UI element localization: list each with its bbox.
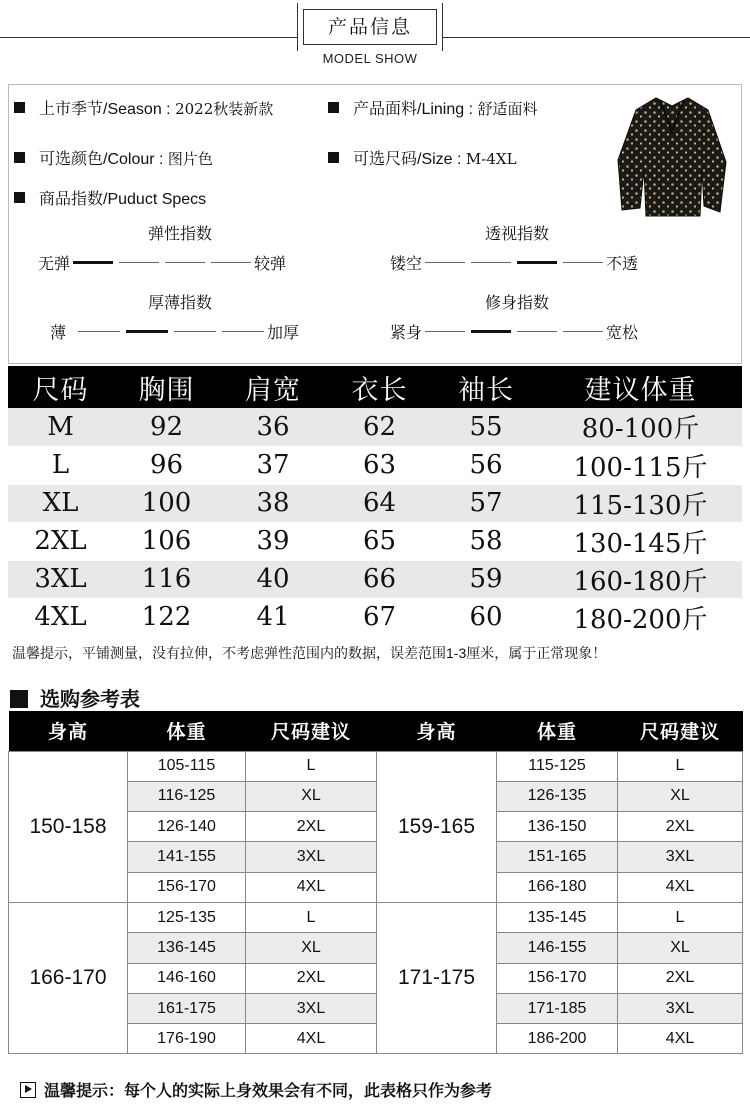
- spec-lining-value: 舒适面料: [477, 100, 538, 118]
- size-cell: 3XL: [246, 842, 377, 872]
- table-row: [8, 560, 742, 598]
- weight-cell: 126-135: [497, 781, 618, 811]
- weight-cell: 171-185: [497, 993, 618, 1023]
- spec-season: [14, 96, 273, 119]
- table-row: [8, 446, 742, 484]
- scale-segment: [425, 331, 465, 332]
- index-right-label: 较弹: [254, 256, 287, 273]
- size-table-header: [8, 366, 742, 408]
- index-title-fit: 修身指数: [484, 295, 549, 312]
- weight-cell: 176-190: [128, 1024, 246, 1054]
- size-cell: 2XL: [618, 812, 743, 842]
- index-scale-transparency: [390, 251, 638, 274]
- index-title-elasticity: 弹性指数: [147, 226, 212, 243]
- index-left-label: 无弹: [38, 256, 71, 273]
- measurement-note: 温馨提示，平铺测量，没有拉伸，不考虑弹性范围内的数据，误差范围1-3厘米，属于正常现象！: [12, 645, 607, 661]
- index-right-label: 不透: [606, 256, 639, 273]
- table-cell: 60: [433, 598, 539, 636]
- size-cell: 2XL: [618, 963, 743, 993]
- size-col-header: 袖长: [433, 366, 539, 408]
- scale-segment: [471, 262, 511, 263]
- size-col-header: 尺码: [8, 366, 113, 408]
- size-cell: XL: [246, 781, 377, 811]
- table-cell: 40: [220, 560, 326, 598]
- index-left-label: 紧身: [390, 325, 423, 342]
- purchase-table-header: [9, 711, 743, 751]
- bullet-square-icon: [14, 192, 25, 203]
- spec-size: [328, 146, 517, 169]
- scale-segment: [517, 331, 557, 332]
- weight-cell: 105-115: [128, 751, 246, 781]
- weight-cell: 166-180: [497, 872, 618, 902]
- table-cell: 4XL: [8, 598, 113, 636]
- table-row: [8, 522, 742, 560]
- table-cell: 65: [326, 522, 433, 560]
- size-cell: 2XL: [246, 812, 377, 842]
- table-cell: 66: [326, 560, 433, 598]
- purchase-col-header: 体重: [128, 711, 246, 751]
- spec-size-value: M-4XL: [465, 150, 517, 168]
- weight-cell: 151-165: [497, 842, 618, 872]
- size-col-header: 胸围: [113, 366, 220, 408]
- table-cell: 56: [433, 446, 539, 484]
- table-cell: M: [8, 408, 113, 446]
- reference-note-text: 温馨提示：每个人的实际上身效果会有不同，此表格只作为参考: [44, 1083, 493, 1100]
- table-cell: 41: [220, 598, 326, 636]
- table-cell: 63: [326, 446, 433, 484]
- scale-segment: [73, 261, 113, 264]
- scale-segment: [165, 262, 205, 263]
- height-cell: 171-175: [377, 902, 497, 1053]
- table-cell: 130-145斤: [539, 522, 742, 560]
- purchase-col-header: 身高: [377, 711, 497, 751]
- weight-cell: 161-175: [128, 993, 246, 1023]
- purchase-col-header: 尺码建议: [246, 711, 377, 751]
- spec-product-specs: [14, 186, 206, 209]
- table-cell: 96: [113, 446, 220, 484]
- size-cell: XL: [618, 933, 743, 963]
- purchase-section-title: [10, 683, 140, 712]
- table-cell: 37: [220, 446, 326, 484]
- size-cell: XL: [246, 933, 377, 963]
- weight-cell: 126-140: [128, 812, 246, 842]
- table-cell: 39: [220, 522, 326, 560]
- table-cell: 67: [326, 598, 433, 636]
- scale-segment: [471, 330, 511, 333]
- height-cell: 159-165: [377, 751, 497, 902]
- table-cell: 180-200斤: [539, 598, 742, 636]
- index-right-label: 加厚: [267, 325, 300, 342]
- size-col-header: 肩宽: [220, 366, 326, 408]
- index-left-label: 薄: [50, 325, 67, 342]
- table-cell: 36: [220, 408, 326, 446]
- weight-cell: 156-170: [497, 963, 618, 993]
- index-scale-fit: [390, 320, 638, 343]
- weight-cell: 156-170: [128, 872, 246, 902]
- spec-colour-label: 可选颜色/Colour :: [39, 151, 168, 168]
- scale-segment: [222, 331, 264, 332]
- table-cell: 38: [220, 484, 326, 522]
- scale-segment: [119, 262, 159, 263]
- purchase-title-text: 选购参考表: [40, 689, 140, 711]
- weight-cell: 186-200: [497, 1024, 618, 1054]
- size-cell: 4XL: [246, 872, 377, 902]
- size-cell: 3XL: [618, 993, 743, 1023]
- weight-cell: 136-145: [128, 933, 246, 963]
- weight-cell: 116-125: [128, 781, 246, 811]
- table-row: [9, 902, 743, 932]
- table-cell: 115-130斤: [539, 484, 742, 522]
- size-col-header: 衣长: [326, 366, 433, 408]
- size-col-header: 建议体重: [539, 366, 742, 408]
- size-cell: L: [246, 751, 377, 781]
- size-cell: 4XL: [246, 1024, 377, 1054]
- spec-size-label: 可选尺码/Size :: [353, 151, 466, 168]
- table-cell: L: [8, 446, 113, 484]
- page-title: 产品信息: [327, 16, 412, 38]
- table-cell: 57: [433, 484, 539, 522]
- scale-segment: [563, 262, 603, 263]
- table-cell: 106: [113, 522, 220, 560]
- index-title-thickness: 厚薄指数: [147, 295, 212, 312]
- bullet-square-icon: [14, 152, 25, 163]
- height-cell: 166-170: [9, 902, 128, 1053]
- weight-cell: 146-155: [497, 933, 618, 963]
- table-cell: 59: [433, 560, 539, 598]
- table-cell: 100: [113, 484, 220, 522]
- table-row: [8, 484, 742, 522]
- spec-colour: [14, 146, 213, 169]
- table-row: [8, 598, 742, 636]
- purchase-table: [8, 711, 743, 1054]
- size-cell: 3XL: [618, 842, 743, 872]
- weight-cell: 115-125: [497, 751, 618, 781]
- index-left-label: 镂空: [390, 256, 423, 273]
- spec-colour-value: 图片色: [167, 150, 213, 168]
- purchase-col-header: 身高: [9, 711, 128, 751]
- size-cell: L: [246, 902, 377, 932]
- table-cell: 58: [433, 522, 539, 560]
- spec-lining-label: 产品面料/Lining :: [353, 101, 478, 118]
- scale-segment: [78, 331, 120, 332]
- table-cell: 116: [113, 560, 220, 598]
- table-cell: 160-180斤: [539, 560, 742, 598]
- size-cell: XL: [618, 781, 743, 811]
- index-title-transparency: 透视指数: [484, 226, 549, 243]
- spec-lining: [328, 96, 538, 119]
- bullet-square-icon: [328, 102, 339, 113]
- spec-season-label: 上市季节/Season :: [39, 101, 176, 118]
- table-cell: 55: [433, 408, 539, 446]
- index-scale-thickness: [50, 320, 299, 343]
- spec-season-value: 2022秋装新款: [175, 100, 274, 118]
- scale-segment: [211, 262, 251, 263]
- purchase-col-header: 体重: [497, 711, 618, 751]
- product-photo: [616, 92, 728, 222]
- bullet-square-icon: [10, 690, 28, 708]
- size-cell: L: [618, 751, 743, 781]
- purchase-col-header: 尺码建议: [618, 711, 743, 751]
- table-cell: 62: [326, 408, 433, 446]
- table-cell: 2XL: [8, 522, 113, 560]
- table-row: [9, 751, 743, 781]
- weight-cell: 135-145: [497, 902, 618, 932]
- table-cell: 92: [113, 408, 220, 446]
- index-right-label: 宽松: [606, 325, 639, 342]
- height-cell: 150-158: [9, 751, 128, 902]
- size-cell: 4XL: [618, 1024, 743, 1054]
- page-subtitle: MODEL SHOW: [322, 51, 418, 66]
- table-row: [8, 408, 742, 446]
- header-rule-right: [443, 37, 750, 38]
- scale-segment: [425, 262, 465, 263]
- weight-cell: 125-135: [128, 902, 246, 932]
- play-icon: [20, 1082, 36, 1098]
- bullet-square-icon: [328, 152, 339, 163]
- scale-segment: [517, 261, 557, 264]
- weight-cell: 136-150: [497, 812, 618, 842]
- table-cell: 64: [326, 484, 433, 522]
- size-cell: 4XL: [618, 872, 743, 902]
- size-cell: 2XL: [246, 963, 377, 993]
- weight-cell: 146-160: [128, 963, 246, 993]
- table-cell: 100-115斤: [539, 446, 742, 484]
- scale-segment: [174, 331, 216, 332]
- bullet-square-icon: [14, 102, 25, 113]
- spec-product-specs-label: 商品指数/Puduct Specs: [39, 191, 207, 208]
- table-cell: XL: [8, 484, 113, 522]
- table-cell: 3XL: [8, 560, 113, 598]
- reference-note: [20, 1078, 492, 1101]
- scale-segment: [126, 330, 168, 333]
- index-scale-elasticity: [38, 251, 286, 274]
- size-cell: 3XL: [246, 993, 377, 1023]
- weight-cell: 141-155: [128, 842, 246, 872]
- table-cell: 80-100斤: [539, 408, 742, 446]
- size-cell: L: [618, 902, 743, 932]
- header-rule-left: [0, 37, 297, 38]
- table-cell: 122: [113, 598, 220, 636]
- size-table: [8, 366, 742, 637]
- scale-segment: [563, 331, 603, 332]
